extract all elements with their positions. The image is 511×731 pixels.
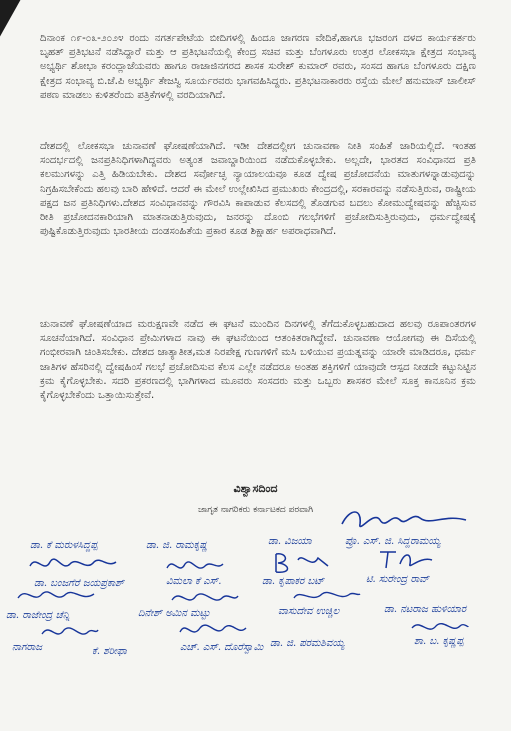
handwritten-signature [170, 588, 240, 610]
signatory-name: ಕೆ. ಶರೀಫಾ [92, 646, 127, 657]
handwritten-signature [40, 622, 100, 644]
handwritten-signature [178, 618, 248, 642]
signatory-name: ಡಾ. ಕೃಪಾಕರ ಬಟ್ [262, 576, 325, 587]
signatory-name: ಡಾ. ವಿಜಯಾ [268, 536, 312, 547]
signatory-name: ಡಾ. ನಟರಾಜ ಹುಳಿಯಾರ [384, 604, 467, 615]
handwritten-signature [376, 546, 436, 572]
handwritten-signature [16, 584, 96, 608]
signatory-name: ನಾಗರಾಜ [12, 642, 43, 653]
signatory-name: ಎಚ್. ಎಸ್. ದೊರೆಸ್ವಾಮಿ [180, 642, 264, 653]
closing-salutation: ವಿಶ್ವಾಸದಿಂದ [233, 482, 278, 495]
signatory-name: ವಾಸುದೇವ ಉಚ್ಚಿಲ [278, 606, 340, 617]
signatory-name: ಡಾ. ಬಂಜಗೆರೆ ಜಯಪ್ರಕಾಶ್ [34, 578, 124, 589]
signatory-name: ಪ್ರೊ. ಎಸ್. ಜಿ. ಸಿದ್ದರಾಮಯ್ಯ [345, 536, 441, 547]
organization-line: ಜಾಗೃತ ನಾಗರಿಕರು ಕರ್ನಾಟಕದ ಪರವಾಗಿ [197, 505, 314, 515]
signatory-name: ಡಾ. ಜಿ. ಪರಮಶಿವಯ್ಯ [270, 638, 345, 649]
signatory-name: ಡಾ. ಜಿ. ರಾಮಕೃಷ್ಣ [146, 540, 208, 551]
signatory-name: ದಿನೇಶ್ ಅಮಿನ ಮಟ್ಟು [138, 608, 211, 619]
paragraph-1: ದಿನಾಂಕ ೧೯-೦೩-೨೦೨೪ ರಂದು ನಗರ್ತಪೇಟೆಯ ಬೀದಿಗಳಲ್ಲಿ ಹಿಂದೂ ಜಾಗರಣ ವೇದಿಕೆ,ಹಾಗೂ ಭಜರಂಗ ದಳದ ಕಾರ್ಯಕರ್ತರು ಬೃಹತ್ ಪ್ರತಿಭಟನೆ ನಡೆಸಿದ್ದಾರೆ ಮತ್ತು ಆ ಪ್ರತಿಭಟನೆಯಲ್ಲಿ ಕೇಂದ್ರ ಸಚಿವ ಮತ್ತು ಬೆಂಗಳೂರು ಉತ್ತರ ಲೋಕಸಭಾ ಕ್ಷೇತ್ರದ ಸಂಭಾವ್ಯ ಅಭ್ಯರ್ಥಿ ಶೋಭಾ ಕರಂದ್ಲಾಜೆಯವರು ಹಾಗೂ ರಾಜಾಜಿನಗರದ ಶಾಸಕ ಸುರೇಶ್ ಕುಮಾರ್ ರವರು, ಸಂಸದ ಹಾಗೂ ಬೆಂಗಳೂರು ದಕ್ಷಿಣ ಕ್ಷೇತ್ರದ ಸಂಭಾವ್ಯ ಬಿ.ಜೆ.ಪಿ ಅಭ್ಯರ್ಥಿ ತೇಜಸ್ವಿ ಸೂರ್ಯರವರು ಭಾಗವಹಿಸಿದ್ದರು. ಪ್ರತಿಭಟನಾಕಾರರು ರಸ್ತೆಯ ಮೇಲೆ ಹನುಮಾನ್ ಚಾಲೀಸ್ ಪಠಣ ಮಾಡಲು ಕುಳಿತರೆಂದು ಪತ್ರಿಕೆಗಳಲ್ಲಿ ವರದಿಯಾಗಿದೆ. [40, 33, 476, 101]
paragraph-3: ಚುನಾವಣೆ ಘೋಷಣೆಯಾದ ಮರುಕ್ಷಣವೇ ನಡೆದ ಈ ಘಟನೆ ಮುಂದಿನ ದಿನಗಳಲ್ಲಿ ತೆಗೆದುಕೊಳ್ಳಬಹುದಾದ ಹಲವು ರೂಪಾಂತರಗಳ ಸೂಚನೆಯಾಗಿದೆ. ಸಂವಿಧಾನ ಪ್ರೇಮಿಗಳಾದ ನಾವು ಈ ಘಟನೆಯಿಂದ ಆತಂಕಿತರಾಗಿದ್ದೇವೆ. ಚುನಾವಣಾ ಆಯೋಗವು ಈ ದಿಸೆಯಲ್ಲಿ ಗಂಭೀರವಾಗಿ ಚಿಂತಿಸಬೇಕು. ದೇಶದ ಜಾತ್ಯಾತೀತ,ಮತ ನಿರಪೇಕ್ಷ ಗುಣಗಳಿಗೆ ಮಸಿ ಬಳಿಯುವ ಪ್ರಯತ್ನವನ್ನು ಯಾರೇ ಮಾಡಿದರೂ, ಧರ್ಮ ಜಾತಿಗಳ ಹೆಸರಿನಲ್ಲಿ ದ್ವೇಷಹಿಂಸೆ ಗಲಭೆ ಪ್ರಚೋದಿಸುವ ಕೆಲಸ ಎಲ್ಲೇ ನಡೆದರೂ ಅಂತಹ ಶಕ್ತಿಗಳಿಗೆ ಯಾವುದೇ ಆಸ್ಪದ ನೀಡದೇ ಕಟ್ಟುನಿಟ್ಟಿನ ಕ್ರಮ ಕೈಗೊಳ್ಳಬೇಕು. ಸದರಿ ಪ್ರಕರಣದಲ್ಲಿ ಭಾಗಿಗಳಾದ ಮೂವರು ಸಂಸದರು ಮತ್ತು ಒಬ್ಬರು ಶಾಸಕರ ಮೇಲೆ ಸೂಕ್ತ ಕಾನೂನಿನ ಕ್ರಮ ಕೈಗೊಳ್ಳಬೇಕೆಂದು ಒತ್ತಾಯಿಸುತ್ತೇವೆ. [40, 319, 476, 402]
handwritten-signature [340, 506, 470, 536]
signatory-name: ಟಿ. ಸುರೇಂದ್ರ ರಾವ್ [366, 574, 429, 585]
signatory-name: ಡಾ. ರಾಜೇಂದ್ರ ಚೆನ್ನಿ [6, 610, 70, 621]
signatory-name: ವಿಮಲಾ ಕೆ ಎಸ್. [166, 576, 222, 587]
paragraph-2: ದೇಶದಲ್ಲಿ ಲೋಕಸಭಾ ಚುನಾವಣೆ ಘೋಷಣೆಯಾಗಿದೆ. ಇಡೀ ದೇಶದಲ್ಲೀಗ ಚುನಾವಣಾ ನೀತಿ ಸಂಹಿತೆ ಜಾರಿಯಲ್ಲಿದೆ. ಇಂತಹ ಸಂದರ್ಭದಲ್ಲಿ ಜನಪ್ರತಿನಿಧಿಗಳಾಗಿದ್ದವರು ಅತ್ಯಂತ ಜವಾಬ್ದಾರಿಯಿಂದ ನಡೆದುಕೊಳ್ಳಬೇಕು. ಅಲ್ಲದೇ, ಭಾರತದ ಸಂವಿಧಾನದ ಪ್ರತಿ ಕಲಮುಗಳನ್ನು ಎತ್ತಿ ಹಿಡಿಯಬೇಕು. ದೇಶದ ಸರ್ವೋಚ್ಛ ನ್ಯಾಯಾಲಯವೂ ಕೂಡ ದ್ವೇಷ ಪ್ರಚೋದನೆಯ ಮಾತುಗಳನ್ನಾಡುವುದನ್ನು ನಿಗ್ರಹಿಸಬೇಕೆಂದು ಹಲವು ಬಾರಿ ಹೇಳಿದೆ. ಆದರೆ ಈ ಮೇಲೆ ಉಲ್ಲೇಖಿಸಿದ ಪ್ರಮುಖರು ಕೇಂದ್ರದಲ್ಲಿ, ಸರಕಾರವನ್ನು ನಡೆಸುತ್ತಿರುವ, ರಾಷ್ಟ್ರೀಯ ಪಕ್ಷದ ಜನ ಪ್ರತಿನಿಧಿಗಳು.ದೇಶದ ಸಂವಿಧಾನವನ್ನು ಗೌರವಿಸಿ ಕಾಪಾಡುವ ಕೆಲಸದಲ್ಲಿ ತೊಡಗುವ ಬದಲು ಕೋಮುದ್ವೇಷವನ್ನು ಹೆಚ್ಚಿಸುವ ರೀತಿ ಪ್ರಚೋದನಕಾರಿಯಾಗಿ ಮಾತನಾಡುತ್ತಿರುವುದು, ಜನರನ್ನು ದೊಂಬಿ ಗಲಭೆಗಳಿಗೆ ಪ್ರಚೋದಿಸುತ್ತಿರುವುದು, ಧರ್ಮದ್ವೇಷಕ್ಕೆ ಪುಷ್ಟಿಕೊಡುತ್ತಿರುವುದು ಭಾರತೀಯ ದಂಡಸಂಹಿತೆಯ ಪ್ರಕಾರ ಕೂಡ ಶಿಕ್ಷಾರ್ಹ ಅಪರಾಧವಾಗಿದೆ. [40, 141, 476, 238]
signatory-name: ಶಾ. ಬ. ಕೃಷ್ಣಪ್ಪ [414, 636, 464, 647]
handwritten-signature [410, 616, 470, 640]
handwritten-signature [292, 586, 362, 608]
handwritten-signature [28, 552, 118, 578]
handwritten-signature [165, 556, 225, 578]
handwritten-signature [272, 550, 332, 576]
signatory-name: ಡಾ. ಕೆ ಮರುಳಸಿದ್ದಪ್ಪ [30, 540, 98, 551]
